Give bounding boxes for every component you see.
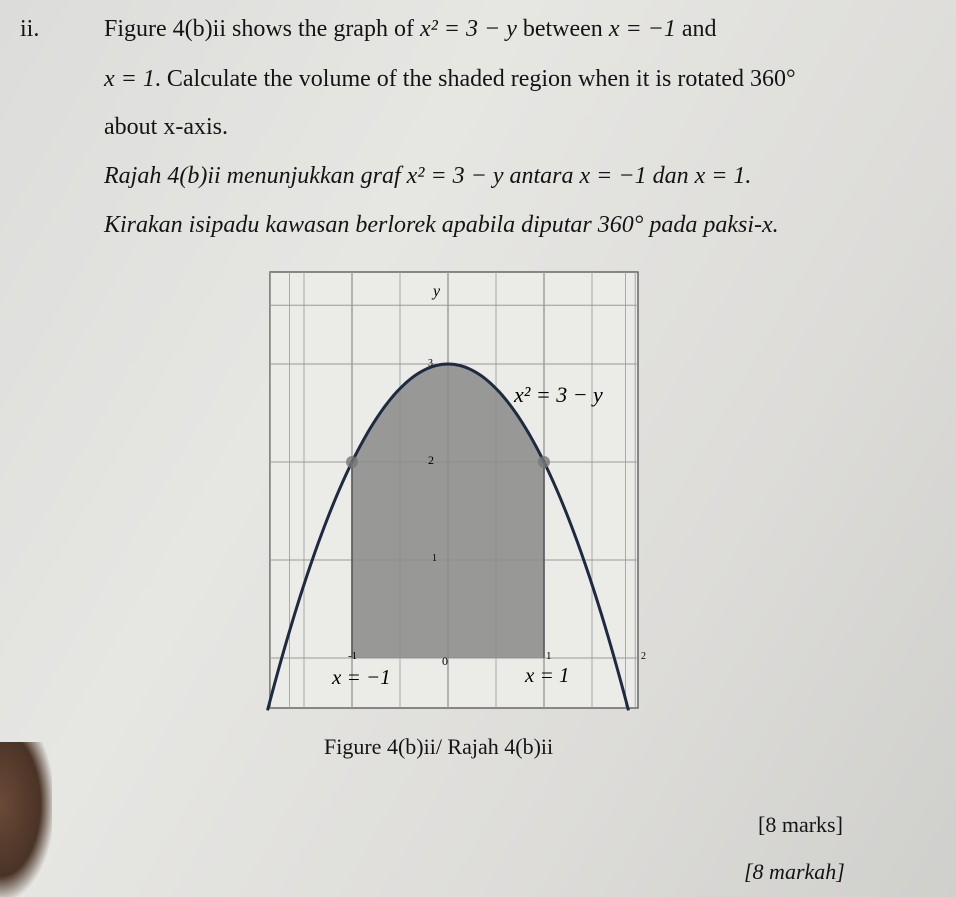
text-segment: and — [675, 16, 717, 42]
x-tick-neg1: -1 — [348, 650, 358, 662]
x-tick-2: 2 — [641, 651, 646, 662]
equation: x² = 3 − y — [406, 163, 504, 189]
question-line-2 — [104, 66, 796, 93]
text-segment: Figure 4(b)ii shows the graph of — [104, 16, 420, 42]
text-segment: Rajah 4(b)ii menunjukkan graf — [104, 163, 407, 189]
y-tick-1: 1 — [432, 553, 437, 564]
y-tick-2: 2 — [428, 453, 434, 467]
left-intersection-point — [346, 456, 358, 468]
left-bound-label: x = −1 — [332, 665, 391, 689]
text-segment: dan — [646, 163, 695, 189]
question-number: ii. — [20, 16, 40, 42]
marks-malay: [8 markah] — [744, 859, 845, 884]
equation: x² = 3 − y — [419, 16, 517, 42]
question-line-4-malay — [104, 163, 751, 190]
figure-caption: Figure 4(b)ii/ Rajah 4(b)ii — [324, 734, 554, 759]
hand-shadow — [0, 742, 52, 897]
text-segment: between — [516, 16, 609, 42]
text-segment: . Calculate the volume of the shaded region when it is rotated 360° — [154, 66, 796, 92]
bound-x1: x = −1 — [608, 16, 676, 42]
question-line-1 — [104, 16, 717, 43]
question-line-5-malay: Kirakan isipadu kawasan berlorek apabila diputar 360° pada paksi-x. — [104, 212, 779, 238]
bound-x2: x = 1. — [694, 163, 752, 189]
x-tick-0: 0 — [442, 654, 448, 668]
x-tick-1: 1 — [546, 650, 552, 662]
curve-label: x² = 3 − y — [514, 382, 603, 407]
bound-x1: x = −1 — [579, 163, 647, 189]
y-axis-label: y — [433, 283, 441, 300]
question-line-3: about x-axis. — [104, 114, 228, 140]
text-segment: antara — [503, 163, 580, 189]
y-tick-3: 3 — [428, 358, 433, 369]
bound-x2: x = 1 — [104, 66, 155, 92]
right-intersection-point — [538, 456, 550, 468]
right-bound-label: x = 1 — [525, 663, 570, 687]
marks-english: [8 marks] — [758, 812, 843, 837]
figure-graph — [270, 272, 646, 708]
